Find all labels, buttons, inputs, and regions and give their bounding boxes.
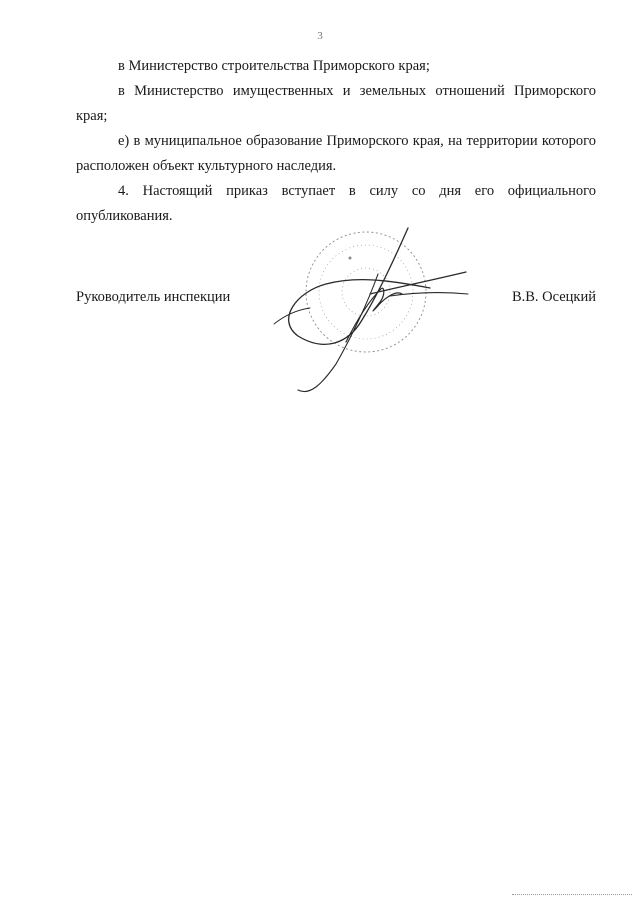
paragraph-ministry-property: в Министерство имущественных и земельных отношений Приморского края; — [76, 83, 596, 124]
paragraph-effective-date: 4. Настоящий приказ вступает в силу со дня его официального опубликования. — [76, 183, 596, 224]
paragraph-ministry-construction: в Министерство строительства Приморского края; — [118, 58, 430, 74]
paragraph-municipality: е) в муниципальное образование Приморского края, на территории которого расположен объект культурного наследия. — [76, 133, 596, 174]
page-edge-mark — [512, 894, 632, 897]
page-number: 3 — [317, 30, 323, 42]
document-body — [76, 54, 596, 229]
official-seal-icon — [306, 232, 426, 352]
signature-stamp-image — [262, 224, 474, 400]
handwritten-signature-icon — [274, 228, 468, 392]
signer-position-title: Руководитель инспекции — [76, 289, 231, 305]
signer-name: В.В. Осецкий — [511, 289, 596, 305]
